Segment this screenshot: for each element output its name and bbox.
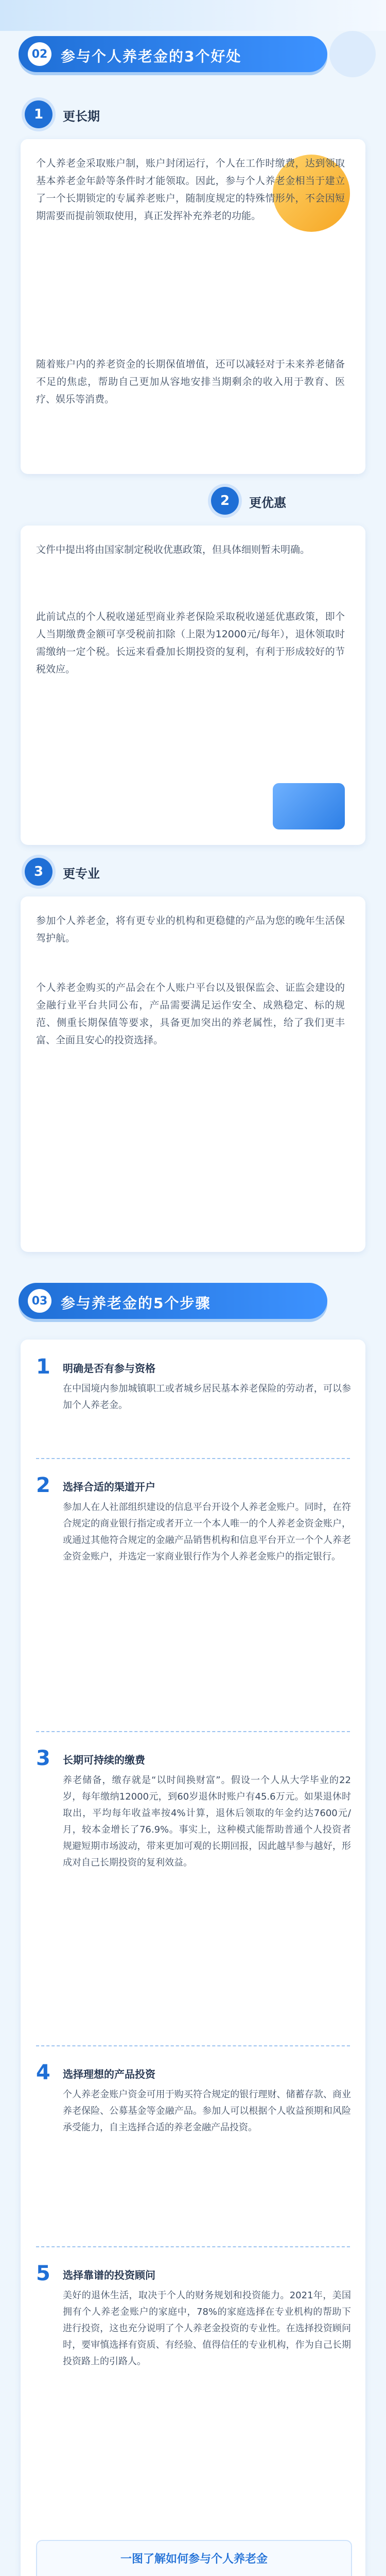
benefit-3-card <box>21 896 365 1252</box>
step-5-title: 选择靠谱的投资顾问 <box>63 2269 155 2281</box>
step-2 <box>36 1473 350 1721</box>
step-5-text: 美好的退休生活，取决于个人的财务规划和投资能力。2021年，美国拥有个人养老金账户的家庭中，78%的家庭选择在专业机构的帮助下进行投资，这也充分说明了个人养老金投资的专业性。在选择投资顾问时，要审慎选择有资质、有经验、值得信任的专业机构，作为自己长期投资路上的引路人。 <box>63 2290 351 2367</box>
section-title: 参与个人养老金的3个好处 <box>61 48 242 65</box>
section-02-banner <box>19 36 327 72</box>
step-4-text: 个人养老金账户资金可用于购买符合规定的银行理财、储蓄存款、商业养老保险、公募基金等金融产品。参加人可以根据个人收益预期和风险承受能力，自主选择合适的养老金融产品投资。 <box>63 2089 351 2133</box>
top-band <box>0 0 386 31</box>
step-1-title: 明确是否有参与资格 <box>63 1362 155 1375</box>
benefit-2-para-1: 文件中提出将由国家制定税收优惠政策，但具体细则暂未明确。 <box>36 544 310 555</box>
step-5-number: 5 <box>36 2262 50 2285</box>
step-3 <box>36 1747 350 2035</box>
section-title: 参与养老金的5个步骤 <box>61 1295 211 1312</box>
section-number: 02 <box>28 42 51 66</box>
divider <box>36 1731 350 1732</box>
divider <box>36 2045 350 2046</box>
card-illustration <box>273 783 345 829</box>
step-5 <box>36 2262 350 2509</box>
step-2-text: 参加人在人社部组织建设的信息平台开设个人养老金账户。同时，在符合规定的商业银行指定或者开立一个本人唯一的个人养老金资金账户，或通过其他符合规定的金融产品销售机构和信息平台开立一个个人养老金资金账户，并选定一家商业银行作为个人养老金账户的指定银行。 <box>63 1502 351 1562</box>
benefit-2-badge: 2 <box>211 487 239 515</box>
steps-card <box>21 1340 365 2576</box>
benefit-2-card <box>21 526 365 845</box>
flow-title: 一图了解如何参与个人养老金 <box>120 2553 268 2566</box>
benefit-3-badge: 3 <box>25 858 52 886</box>
step-1-number: 1 <box>36 1355 50 1379</box>
step-3-text: 养老储备，缴存就是“以时间换财富”。假设一个人从大学毕业的22岁，每年缴纳12000元，到60岁退休时账户有45.6万元。如果退休时取出，平均每年收益率按4%计算，退休后领取的年金约达7600元/月，较本金增长了76.9%。事实上，这种模式能帮助普通个人投资者规避短期市场波动，带来更加可观的长期回报，因此越早参与越好，形成对自己长期投资的复利效益。 <box>63 1775 351 1868</box>
benefit-3-para-2: 个人养老金购买的产品会在个人账户平台以及银保监会、证监会建设的金融行业平台共同公布，产品需要满足运作安全、成熟稳定、标的规范、侧重长期保值等要求，具备更加突出的养老属性，给了我们更丰富、全面且安心的投资选择。 <box>36 982 345 1046</box>
step-1-text: 在中国境内参加城镇职工或者城乡居民基本养老保险的劳动者，可以参加个人养老金。 <box>63 1383 351 1411</box>
step-2-title: 选择合适的渠道开户 <box>63 1481 155 1493</box>
benefit-1-title: 更长期 <box>63 109 100 124</box>
step-4-number: 4 <box>36 2061 50 2084</box>
divider <box>36 1458 350 1459</box>
divider <box>36 2246 350 2247</box>
benefit-3-title: 更专业 <box>63 867 100 881</box>
benefit-1-badge: 1 <box>25 100 52 128</box>
step-4 <box>36 2061 350 2236</box>
step-4-title: 选择理想的产品投资 <box>63 2068 155 2080</box>
benefit-3-para-1: 参加个人养老金，将有更专业的机构和更稳健的产品为您的晚年生活保驾护航。 <box>36 915 345 944</box>
section-number: 03 <box>28 1289 51 1313</box>
flow-diagram <box>36 2540 352 2576</box>
step-1 <box>36 1355 350 1458</box>
step-2-number: 2 <box>36 1473 50 1497</box>
section-03-banner <box>19 1283 327 1319</box>
benefit-2-title: 更优惠 <box>249 496 286 510</box>
step-3-number: 3 <box>36 1747 50 1770</box>
benefit-1-para-1: 个人养老金采取账户制，账户封闭运行，个人在工作时缴费，达到领取基本养老金年龄等条件时才能领取。因此，参与个人养老金相当于建立了一个长期锁定的专属养老账户，随制度规定的特殊情形外，不会因短期需要而提前领取使用，真正发挥补充养老的功能。 <box>36 158 345 222</box>
decor-circle <box>329 31 376 77</box>
step-3-title: 长期可持续的缴费 <box>63 1754 145 1766</box>
benefit-1-para-2: 随着账户内的养老资金的长期保值增值，还可以减轻对于未来养老储备不足的焦虑，帮助自己更加从容地安排当期剩余的收入用于教育、医疗、娱乐等消费。 <box>36 359 345 405</box>
benefit-2-para-2: 此前试点的个人税收递延型商业养老保险采取税收递延优惠政策，即个人当期缴费金额可享受税前扣除（上限为12000元/每年），退休领取时需缴纳一定个税。长远来看叠加长期投资的复利，有利于形成较好的节税效应。 <box>36 611 345 675</box>
benefit-1-card <box>21 139 365 474</box>
flow-arrows <box>37 2541 351 2576</box>
